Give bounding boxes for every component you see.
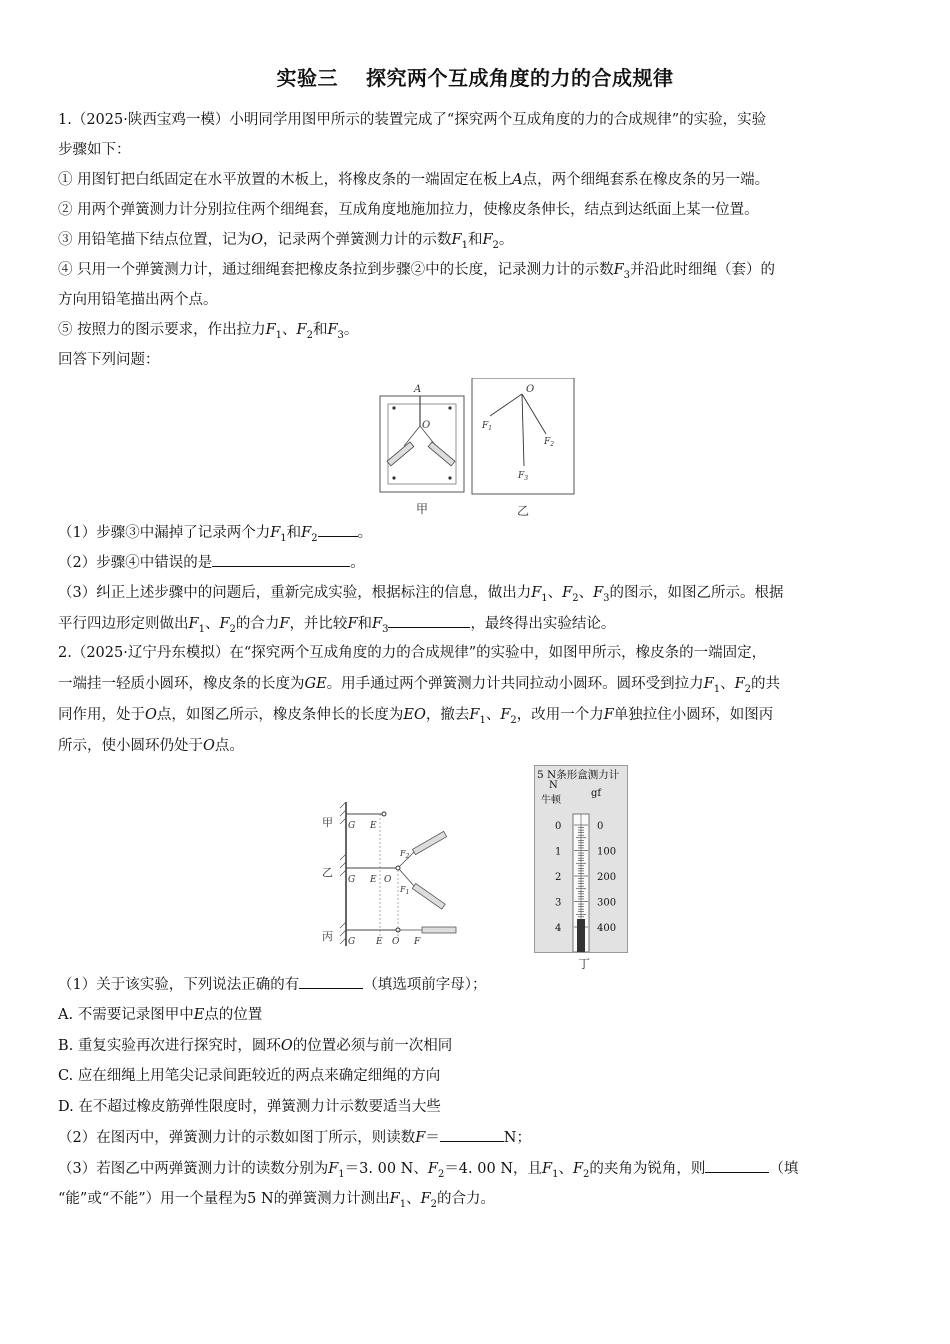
q1-step4-line2: 方向用铅笔描出两个点。 xyxy=(58,292,218,308)
label-F1: $F_1$ xyxy=(400,885,410,896)
q2-sub1: （1）关于该实验，下列说法正确的有 （填选项前字母）； xyxy=(58,974,486,995)
label-G: G xyxy=(348,937,356,947)
title-part1: 实验三 xyxy=(276,66,338,90)
spring-scale-F1 xyxy=(412,884,445,910)
string-F1 xyxy=(399,869,414,886)
spring-scale-right xyxy=(428,442,455,466)
meter-label-n: 3 xyxy=(555,897,562,909)
row-label-bing: 丙 xyxy=(322,930,333,943)
answer-blank[interactable] xyxy=(440,1127,504,1142)
spring-scale-F xyxy=(422,927,456,933)
q1-sub3-line1: （3）纠正上述步骤中的问题后，重新完成实验，根据标注的信息，做出力$F_1$、$F_2$、$F_3$的图示，如图乙所示。根据 xyxy=(58,585,784,604)
row-label-yi: 乙 xyxy=(322,866,333,879)
label-E: E xyxy=(370,821,377,831)
q2-option-a: A. 不需要记录图甲中E点的位置 xyxy=(58,1007,263,1023)
label-O-yi: O xyxy=(526,384,535,395)
label-O: O xyxy=(422,420,431,431)
meter-scale xyxy=(535,766,627,952)
page-title xyxy=(0,62,950,91)
meter-label-gf: 300 xyxy=(597,897,617,909)
pin xyxy=(448,476,451,479)
q1-step2: ② 用两个弹簧测力计分别拉住两个细绳套，互成角度地施加拉力，使橡皮条伸长，结点到达纸面上某一位置。 xyxy=(58,202,759,218)
label-O: O xyxy=(384,875,392,885)
q1-intro-line1: 1.（2025·陕西宝鸡一模）小明同学用图甲所示的装置完成了“探究两个互成角度的力的合成规律”的实验，实验 xyxy=(58,112,767,128)
meter-label-n: 0 xyxy=(555,821,562,832)
q1-sub3-line2: 平行四边形定则做出$F_1$、$F_2$的合力F，并比较F和$F_3$ ，最终得出实验结论。 xyxy=(58,613,615,640)
q2-sub3-line2: “能”或“不能”）用一个量程为5 N的弹簧测力计测出$F_1$、$F_2$的合力。 xyxy=(58,1191,496,1210)
fig-label-jia: 甲 xyxy=(416,502,429,516)
q2-intro-line3: 同作用，处于O点，如图乙所示，橡皮条伸长的长度为EO，撤去$F_1$、$F_2$，改用一个力F单独拉住小圆环，如图丙 xyxy=(58,707,774,726)
title-part2: 探究两个互成角度的力的合成规律 xyxy=(366,66,674,90)
q2-sub3-line1: （3）若图乙中两弹簧测力计的读数分别为$F_1=3$. 00 N、$F_2=4$. 00 N，且$F_1$、$F_2$的夹角为锐角，则 （填 xyxy=(58,1158,798,1185)
answer-blank[interactable] xyxy=(318,522,358,537)
q1-answer-prompt: 回答下列问题： xyxy=(58,352,160,368)
label-F2: $F_2$ xyxy=(544,437,555,448)
label-G: G xyxy=(348,875,356,885)
fig-label-ding: 丁 xyxy=(578,957,591,971)
q2-intro-line4: 所示，使小圆环仍处于O点。 xyxy=(58,738,244,754)
meter-unit-gf: gf xyxy=(591,788,602,799)
q1-sub1: （1）步骤③中漏掉了记录两个力$F_1$和$F_2$ 。 xyxy=(58,522,372,549)
spring-meter xyxy=(534,765,628,953)
fig-label-yi: 乙 xyxy=(517,504,530,518)
q1-figure xyxy=(370,378,580,518)
pin xyxy=(392,476,395,479)
arrow-F3 xyxy=(522,394,524,466)
paper-inner xyxy=(388,404,456,484)
meter-label-n: 1 xyxy=(555,846,562,858)
q2-intro-line1: 2.（2025·辽宁丹东模拟）在“探究两个互成角度的力的合成规律”的实验中，如图甲所示，橡皮条的一端固定， xyxy=(58,645,767,661)
meter-label-gf: 100 xyxy=(597,846,617,858)
meter-unit-cn: 牛顿 xyxy=(541,795,561,806)
label-E: E xyxy=(376,937,383,947)
meter-label-n: 2 xyxy=(555,872,562,883)
string-left xyxy=(404,426,420,446)
arrow-F2 xyxy=(522,394,546,434)
q1-step1: ① 用图钉把白纸固定在水平放置的木板上，将橡皮条的一端固定在板上A点，两个细绳套系在橡皮条的另一端。 xyxy=(58,172,770,188)
label-F1: $F_1$ xyxy=(482,421,493,432)
label-F2: $F_2$ xyxy=(400,849,410,860)
answer-blank[interactable] xyxy=(299,974,363,989)
label-G: G xyxy=(348,821,356,831)
q1-step5: ⑤ 按照力的图示要求，作出拉力$F_1$、$F_2$和$F_3$。 xyxy=(58,322,359,341)
meter-label-gf: 400 xyxy=(597,923,617,934)
q2-option-b: B. 重复实验再次进行探究时，圆环O的位置必须与前一次相同 xyxy=(58,1038,453,1054)
label-E: E xyxy=(370,875,377,885)
q2-sub2: （2）在图丙中，弹簧测力计的示数如图丁所示，则读数F＝ N； xyxy=(58,1127,531,1148)
spring-scale-F2 xyxy=(413,831,447,854)
pin xyxy=(392,406,395,409)
label-F3: $F_3$ xyxy=(518,471,529,482)
arrow-F1 xyxy=(490,394,522,416)
answer-blank[interactable] xyxy=(388,613,470,628)
meter-unit-n: N xyxy=(549,780,558,791)
q2-figure-setup xyxy=(318,800,468,950)
q1-sub2: （2）步骤④中错误的是 。 xyxy=(58,552,365,573)
row-label-jia: 甲 xyxy=(322,816,333,829)
meter-label-gf: 200 xyxy=(597,872,617,883)
q1-intro-line2: 步骤如下： xyxy=(58,142,131,158)
answer-blank[interactable] xyxy=(212,552,350,567)
meter-pointer xyxy=(577,919,585,952)
answer-blank[interactable] xyxy=(705,1158,769,1173)
meter-label-gf: 0 xyxy=(597,821,604,832)
q1-step3: ③ 用铅笔描下结点位置，记为O，记录两个弹簧测力计的示数$F_1$和$F_2$。 xyxy=(58,232,514,251)
q2-option-c: C. 应在细绳上用笔尖记录间距较近的两点来确定细绳的方向 xyxy=(58,1068,441,1084)
label-A: A xyxy=(414,384,422,395)
ring-jia xyxy=(382,812,386,816)
label-F: F xyxy=(414,937,421,947)
meter-title: 5 N条形盒测力计 xyxy=(537,769,620,781)
label-O: O xyxy=(392,937,400,947)
spring-scale-left xyxy=(387,442,414,466)
pin xyxy=(448,406,451,409)
q2-option-d: D. 在不超过橡皮筋弹性限度时，弹簧测力计示数要适当大些 xyxy=(58,1099,441,1115)
meter-label-n: 4 xyxy=(555,923,562,934)
q2-intro-line2: 一端挂一轻质小圆环，橡皮条的长度为GE。用手通过两个弹簧测力计共同拉动小圆环。圆环受到拉力$F_1$、$F_2$的共 xyxy=(58,676,781,695)
q1-step4-line1: ④ 只用一个弹簧测力计，通过细绳套把橡皮条拉到步骤②中的长度，记录测力计的示数$F_3$并沿此时细绳（套）的 xyxy=(58,262,776,281)
